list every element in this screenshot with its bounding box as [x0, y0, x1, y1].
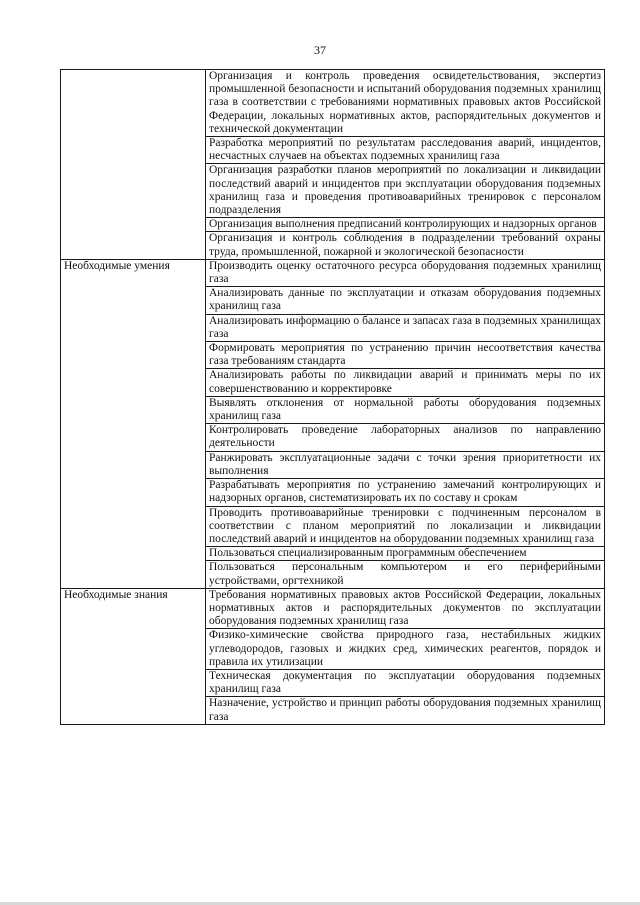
section-item: Физико-химические свойства природного газа, нестабильных жидких углеводородов, газовых и жидких сред, химических реагентов, порядок и правила их утилизации	[206, 629, 605, 670]
section-item: Производить оценку остаточного ресурса оборудования подземных хранилищ газа	[206, 259, 605, 286]
section-item: Пользоваться персональным компьютером и его периферийными устройствами, оргтехникой	[206, 561, 605, 588]
section-item: Контролировать проведение лабораторных анализов по направлению деятельности	[206, 424, 605, 451]
section-item: Требования нормативных правовых актов Российской Федерации, локальных нормативных актов и распорядительных документов по эксплуатации оборудования подземных хранилищ газа	[206, 588, 605, 629]
section-item: Анализировать информацию о балансе и запасах газа в подземных хранилищах газа	[206, 314, 605, 341]
section-label: Необходимые знания	[61, 588, 206, 724]
section-label	[61, 70, 206, 260]
section-item: Пользоваться специализированным программным обеспечением	[206, 547, 605, 561]
section-item: Организация выполнения предписаний контролирующих и надзорных органов	[206, 218, 605, 232]
table-row	[61, 588, 605, 629]
section-item: Выявлять отклонения от нормальной работы оборудования подземных хранилищ газа	[206, 396, 605, 423]
table-row	[61, 259, 605, 286]
section-item: Организация и контроль соблюдения в подразделении требований охраны труда, промышленной, пожарной и экологической безопасности	[206, 232, 605, 259]
competency-table	[60, 69, 605, 725]
section-item: Анализировать данные по эксплуатации и отказам оборудования подземных хранилищ газа	[206, 287, 605, 314]
page-number: 37	[314, 43, 326, 57]
section-label: Необходимые умения	[61, 259, 206, 588]
section-item: Ранжировать эксплуатационные задачи с точки зрения приоритетности их выполнения	[206, 451, 605, 478]
competency-table-body	[61, 70, 605, 725]
section-item: Анализировать работы по ликвидации аварий и принимать меры по их совершенствованию и корректировке	[206, 369, 605, 396]
section-item: Назначение, устройство и принцип работы оборудования подземных хранилищ газа	[206, 697, 605, 724]
section-item: Организация и контроль проведения освидетельствования, экспертиз промышленной безопасности и испытаний оборудования подземных хранилищ газа в соответствии с требованиями нормативных правовых актов Российской Федерации, локальных нормативных актов, распорядительных документов и технической документации	[206, 70, 605, 137]
section-item: Разработка мероприятий по результатам расследования аварий, инцидентов, несчастных случаев на объектах подземных хранилищ газа	[206, 137, 605, 164]
section-item: Техническая документация по эксплуатации оборудования подземных хранилищ газа	[206, 669, 605, 696]
section-item: Формировать мероприятия по устранению причин несоответствия качества газа требованиям стандарта	[206, 342, 605, 369]
section-item: Организация разработки планов мероприятий по локализации и ликвидации последствий аварий и инцидентов при эксплуатации оборудования подземных хранилищ газа и проведения противоаварийных тренировок с персоналом подразделения	[206, 164, 605, 218]
section-item: Проводить противоаварийные тренировки с подчиненным персоналом в соответствии с планом мероприятий по локализации и ликвидации последствий аварий и инцидентов на оборудовании подземных хранилищ газа	[206, 506, 605, 547]
section-item: Разрабатывать мероприятия по устранению замечаний контролирующих и надзорных органов, систематизировать их по составу и срокам	[206, 479, 605, 506]
table-row	[61, 70, 605, 137]
